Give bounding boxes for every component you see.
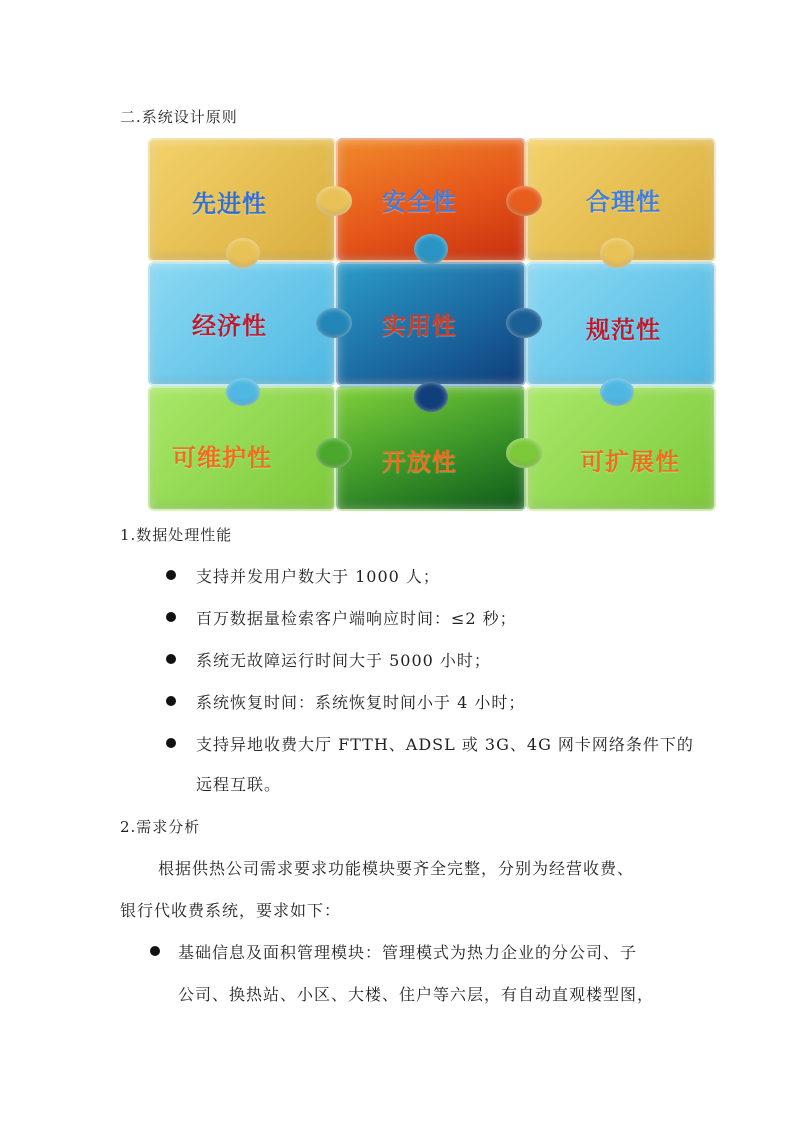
section-title: 二.系统设计原则 [120, 108, 238, 126]
puzzle-connector [316, 308, 352, 338]
req-title: 2.需求分析 [120, 818, 201, 836]
perf-item: 支持并发用户数大于 1000 人； [196, 567, 440, 586]
design-principles-puzzle [148, 138, 716, 511]
tile-label-standard: 规范性 [586, 315, 661, 344]
puzzle-connector [506, 438, 542, 468]
bullet-icon [166, 696, 176, 706]
tile-label-extensible: 可扩展性 [580, 447, 680, 476]
req-bullet-line: 基础信息及面积管理模块：管理模式为热力企业的分公司、子 [178, 943, 638, 962]
tile-label-security: 安全性 [382, 187, 457, 216]
req-paragraph-line: 银行代收费系统，要求如下： [120, 901, 342, 920]
puzzle-connector [506, 308, 542, 338]
bullet-icon [166, 738, 176, 748]
perf-title: 1.数据处理性能 [120, 526, 233, 544]
puzzle-connector [506, 186, 542, 216]
puzzle-connector [226, 238, 260, 268]
tile-label-economic: 经济性 [192, 311, 267, 340]
puzzle-connector [226, 378, 260, 406]
tile-label-rational: 合理性 [586, 187, 661, 216]
perf-item: 支持异地收费大厅 FTTH、ADSL 或 3G、4G 网卡网络条件下的 [196, 735, 694, 754]
req-paragraph-line: 根据供热公司需求要求功能模块要齐全完整，分别为经营收费、 [158, 859, 635, 878]
perf-item: 系统无故障运行时间大于 5000 小时； [196, 651, 491, 670]
tile-label-open: 开放性 [382, 447, 457, 476]
bullet-icon [166, 570, 176, 580]
req-bullet-line: 公司、换热站、小区、大楼、住户等六层，有自动直观楼型图， [178, 985, 655, 1004]
perf-item: 百万数据量检索客户端响应时间：≤2 秒； [196, 609, 517, 628]
puzzle-connector [316, 438, 352, 468]
tile-label-practical: 实用性 [382, 311, 457, 340]
bullet-icon [166, 612, 176, 622]
puzzle-connector [414, 234, 448, 264]
tile-label-advanced: 先进性 [192, 189, 267, 218]
puzzle-connector [600, 238, 634, 268]
tile-label-maintainable: 可维护性 [172, 443, 272, 472]
puzzle-connector [600, 378, 634, 406]
puzzle-connector [316, 186, 352, 216]
puzzle-connector [414, 382, 448, 412]
perf-item-continuation: 远程互联。 [196, 775, 282, 794]
bullet-icon [166, 654, 176, 664]
bullet-icon [150, 946, 160, 956]
perf-item: 系统恢复时间：系统恢复时间小于 4 小时； [196, 693, 526, 712]
